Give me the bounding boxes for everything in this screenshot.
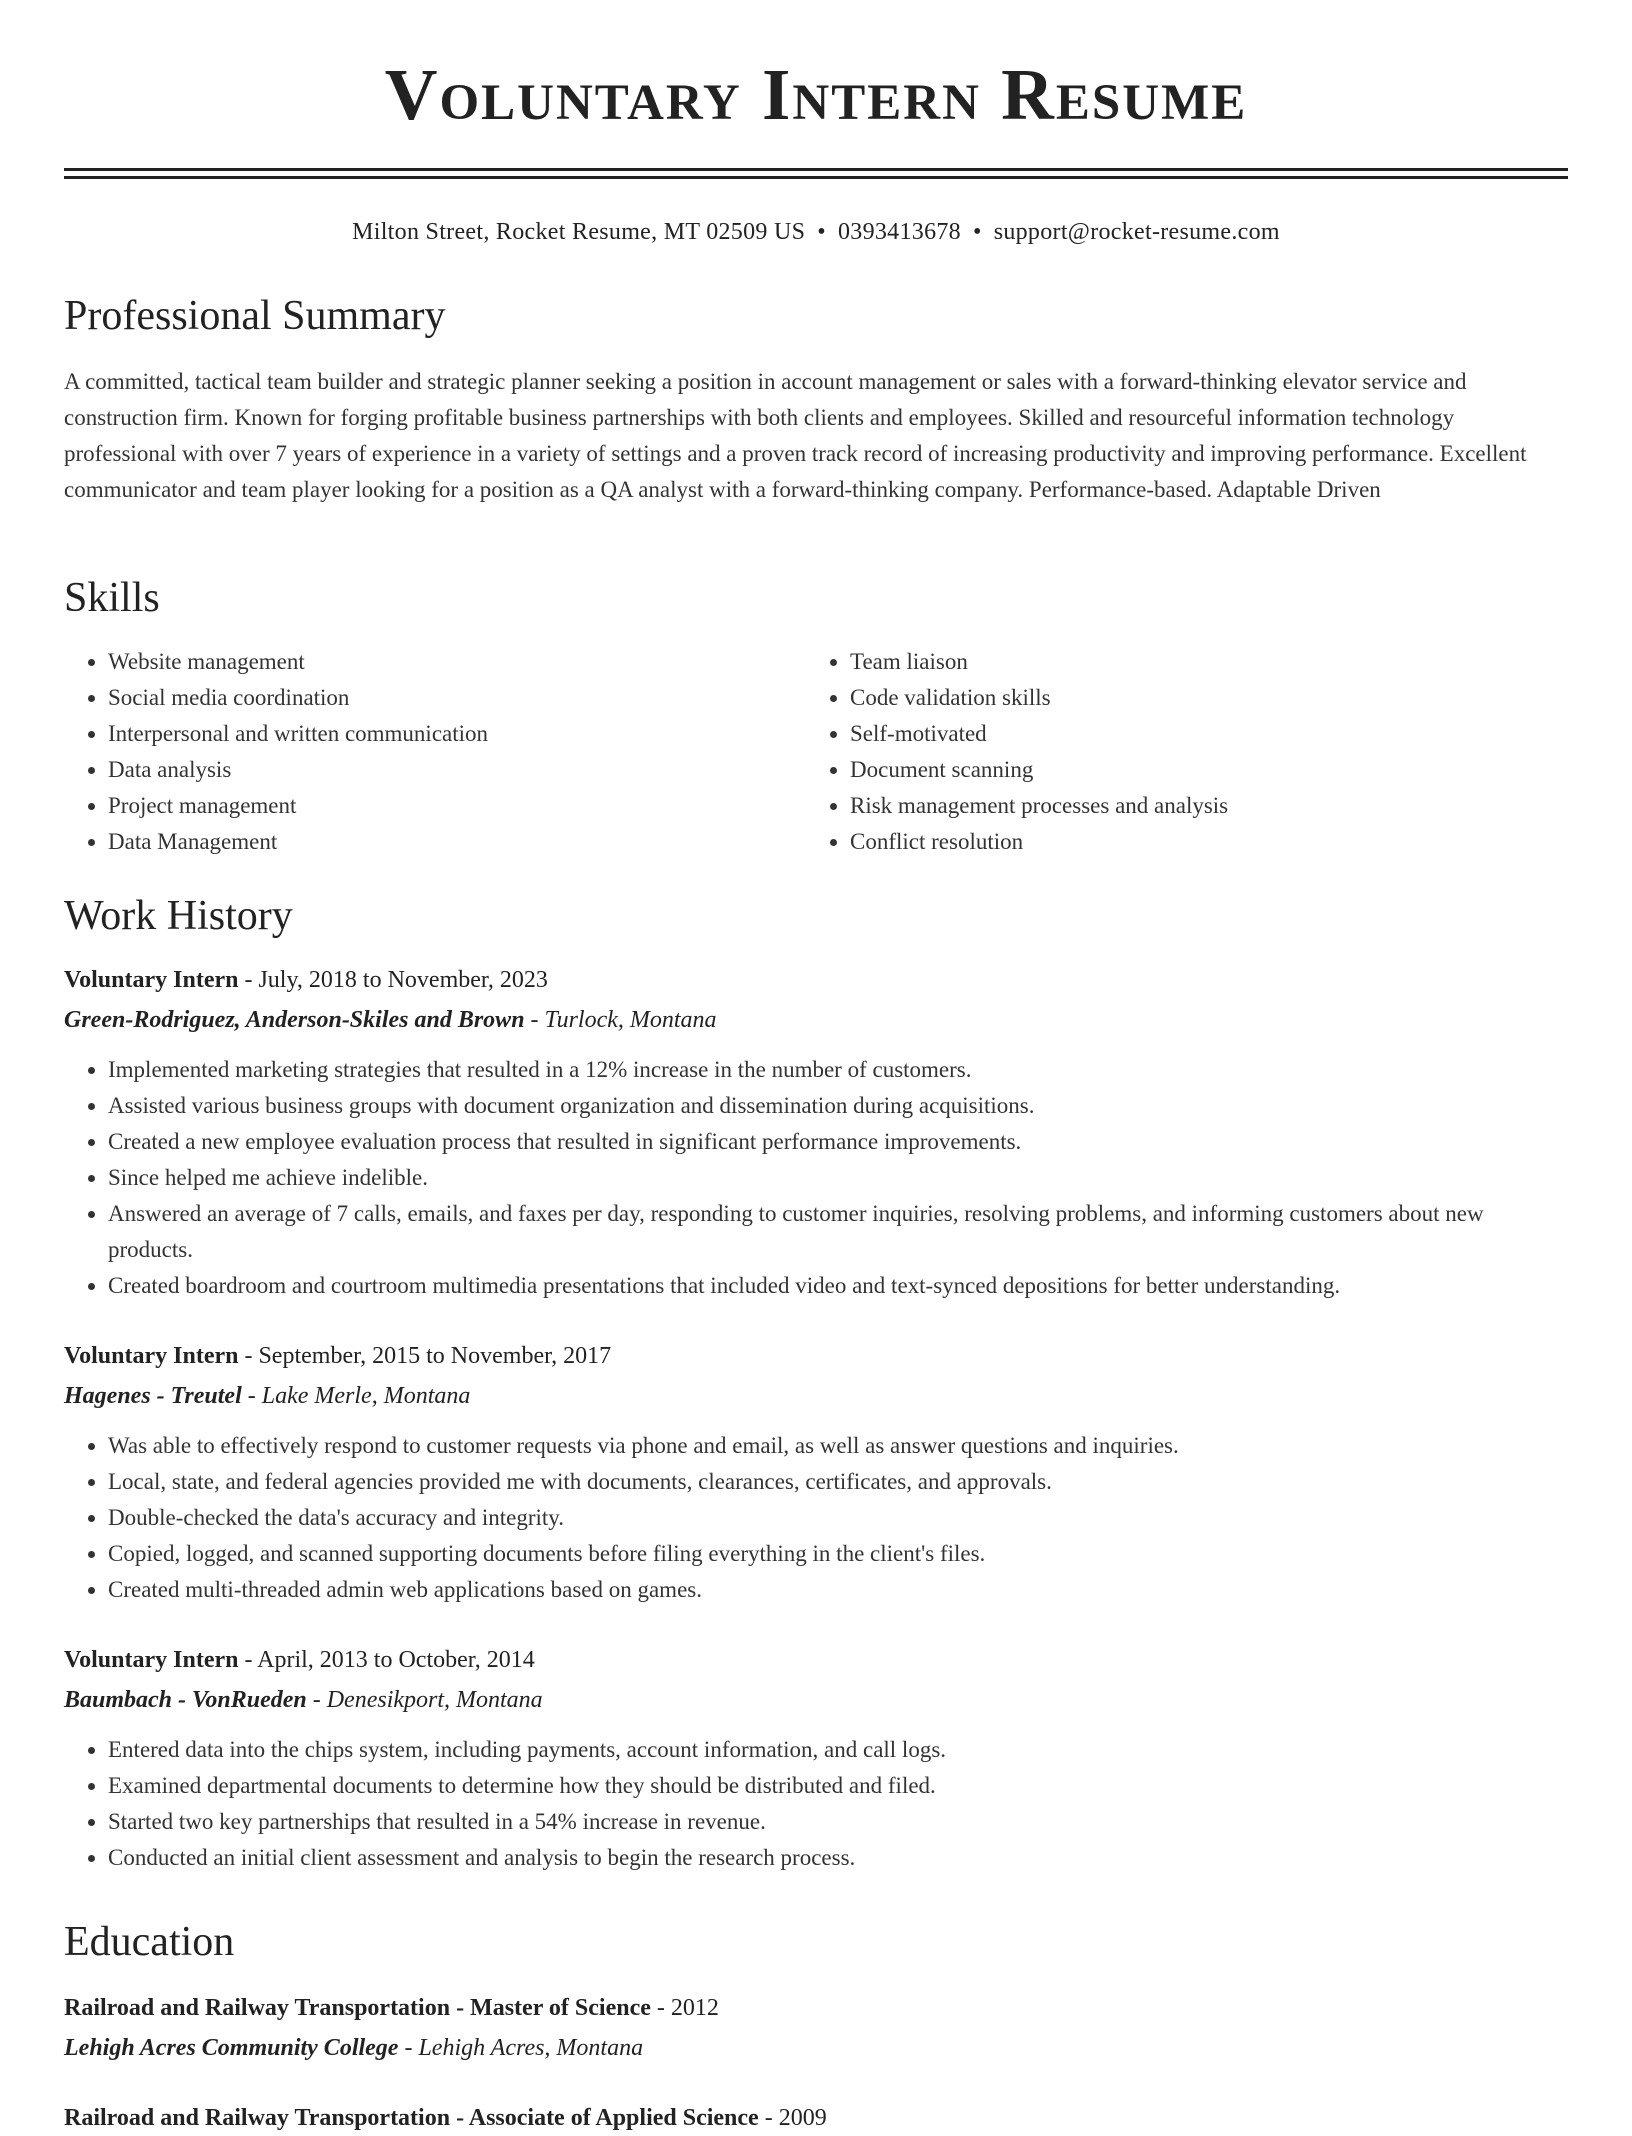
summary-section <box>64 292 1568 508</box>
summary-text: A committed, tactical team builder and strategic planner seeking a position in account management or sales with a forward-thinking elevator service and construction firm. Known for forging profitable business partnerships with both clients and employees. Skilled and resourceful information technology professional with over 7 years of experience in a variety of settings and a proven track record of increasing productivity and improving performance. Excellent communicator and team player looking for a position as a QA analyst with a forward-thinking company. Performance-based. Adaptable Driven <box>64 369 1527 503</box>
education-year: - 2012 <box>650 1995 719 2022</box>
resume-title: Voluntary Intern Resume <box>384 54 1248 135</box>
job-bullets <box>64 1732 1568 1876</box>
education-degree-line <box>64 1990 1568 2026</box>
job-title-line <box>64 1642 1568 1678</box>
job-company: Green-Rodriguez, Anderson-Skiles and Brown <box>64 1007 525 1034</box>
job-company-line <box>64 1378 1568 1414</box>
job-bullet: • Examined departmental documents to determine how they should be distributed and filed. <box>108 1768 1568 1804</box>
education-school: Lehigh Acres Community College <box>64 2035 399 2062</box>
job-company: Hagenes - Treutel <box>64 1383 242 1410</box>
job-company: Baumbach - VonRueden <box>64 1687 307 1714</box>
skill-item: • Team liaison <box>850 644 1548 680</box>
job-dates: - April, 2013 to October, 2014 <box>238 1647 535 1674</box>
contact-phone: 0393413678 <box>837 219 961 245</box>
job-bullets <box>64 1428 1568 1608</box>
job-dates: - July, 2018 to November, 2023 <box>238 967 548 994</box>
education-entry <box>64 1990 1568 2066</box>
job-title: Voluntary Intern <box>64 1647 239 1674</box>
skills-section <box>64 574 1568 860</box>
education-degree: Railroad and Railway Transportation - Associate of Applied Science <box>64 2105 759 2132</box>
contact-separator: • <box>817 219 826 245</box>
skill-item: • Social media coordination <box>108 680 806 716</box>
job-entry <box>64 1338 1568 1608</box>
contact-separator: • <box>972 219 982 245</box>
job-location: - Denesikport, Montana <box>306 1687 543 1714</box>
job-company-line <box>64 1682 1568 1718</box>
work-history-section <box>64 892 1568 1876</box>
job-bullet: • Copied, logged, and scanned supporting documents before filing everything in the client's files. <box>108 1536 1568 1572</box>
job-bullet: • Created multi-threaded admin web applications based on games. <box>108 1572 1568 1608</box>
job-bullet: • Double-checked the data's accuracy and integrity. <box>108 1500 1568 1536</box>
skill-item: • Document scanning <box>850 752 1548 788</box>
job-bullets <box>64 1052 1568 1304</box>
skills-columns <box>64 644 1568 860</box>
job-location: - Lake Merle, Montana <box>241 1383 471 1410</box>
job-bullet: • Created boardroom and courtroom multimedia presentations that included video and text-synced depositions for better understanding. <box>108 1268 1568 1304</box>
job-entry <box>64 1642 1568 1876</box>
education-location: - Lehigh Acres, Montana <box>398 2035 644 2062</box>
education-year: - 2009 <box>758 2105 827 2132</box>
job-bullet: • Answered an average of 7 calls, emails, and faxes per day, responding to customer inquiries, resolving problems, and informing customers about new products. <box>108 1196 1568 1268</box>
job-bullet: • Started two key partnerships that resulted in a 54% increase in revenue. <box>108 1804 1568 1840</box>
job-bullet: • Was able to effectively respond to customer requests via phone and email, as well as answer questions and inquiries. <box>108 1428 1568 1464</box>
contact-line <box>64 216 1568 248</box>
skill-item: • Website management <box>108 644 806 680</box>
skill-item: • Project management <box>108 788 806 824</box>
job-title-line <box>64 1338 1568 1374</box>
job-bullet: • Created a new employee evaluation process that resulted in significant performance improvements. <box>108 1124 1568 1160</box>
summary-heading: Professional Summary <box>64 293 446 339</box>
contact-email: support@rocket-resume.com <box>993 219 1280 245</box>
job-title: Voluntary Intern <box>64 967 239 994</box>
education-heading: Education <box>64 1919 235 1965</box>
skill-item: • Self-motivated <box>850 716 1548 752</box>
work-history-heading: Work History <box>64 893 293 939</box>
job-company-line <box>64 1002 1568 1038</box>
title-divider-bottom <box>64 176 1568 179</box>
job-bullet: • Conducted an initial client assessment and analysis to begin the research process. <box>108 1840 1568 1876</box>
education-entry <box>64 2100 1568 2136</box>
skill-item: • Risk management processes and analysis <box>850 788 1548 824</box>
job-bullet: • Implemented marketing strategies that resulted in a 12% increase in the number of customers. <box>108 1052 1568 1088</box>
job-title: Voluntary Intern <box>64 1343 239 1370</box>
job-bullet: • Since helped me achieve indelible. <box>108 1160 1568 1196</box>
skills-list-left <box>64 644 806 860</box>
education-degree-line <box>64 2100 1568 2136</box>
contact-address: Milton Street, Rocket Resume, MT 02509 US <box>352 219 806 245</box>
skill-item: • Data analysis <box>108 752 806 788</box>
skill-item: • Code validation skills <box>850 680 1548 716</box>
education-degree: Railroad and Railway Transportation - Master of Science <box>64 1995 651 2022</box>
title-divider-top <box>64 168 1568 171</box>
skills-heading: Skills <box>64 575 160 621</box>
skill-item: • Data Management <box>108 824 806 860</box>
skills-list-right <box>806 644 1548 860</box>
job-title-line <box>64 962 1568 998</box>
job-entry <box>64 962 1568 1304</box>
job-bullet: • Local, state, and federal agencies provided me with documents, clearances, certificates, and approvals. <box>108 1464 1568 1500</box>
job-bullet: • Entered data into the chips system, including payments, account information, and call logs. <box>108 1732 1568 1768</box>
resume-page <box>64 0 1568 2132</box>
job-bullet: • Assisted various business groups with document organization and dissemination during acquisitions. <box>108 1088 1568 1124</box>
job-location: - Turlock, Montana <box>524 1007 717 1034</box>
education-school-line <box>64 2030 1568 2066</box>
skill-item: • Interpersonal and written communication <box>108 716 806 752</box>
education-section <box>64 1918 1568 2136</box>
job-dates: - September, 2015 to November, 2017 <box>238 1343 612 1370</box>
skill-item: • Conflict resolution <box>850 824 1548 860</box>
